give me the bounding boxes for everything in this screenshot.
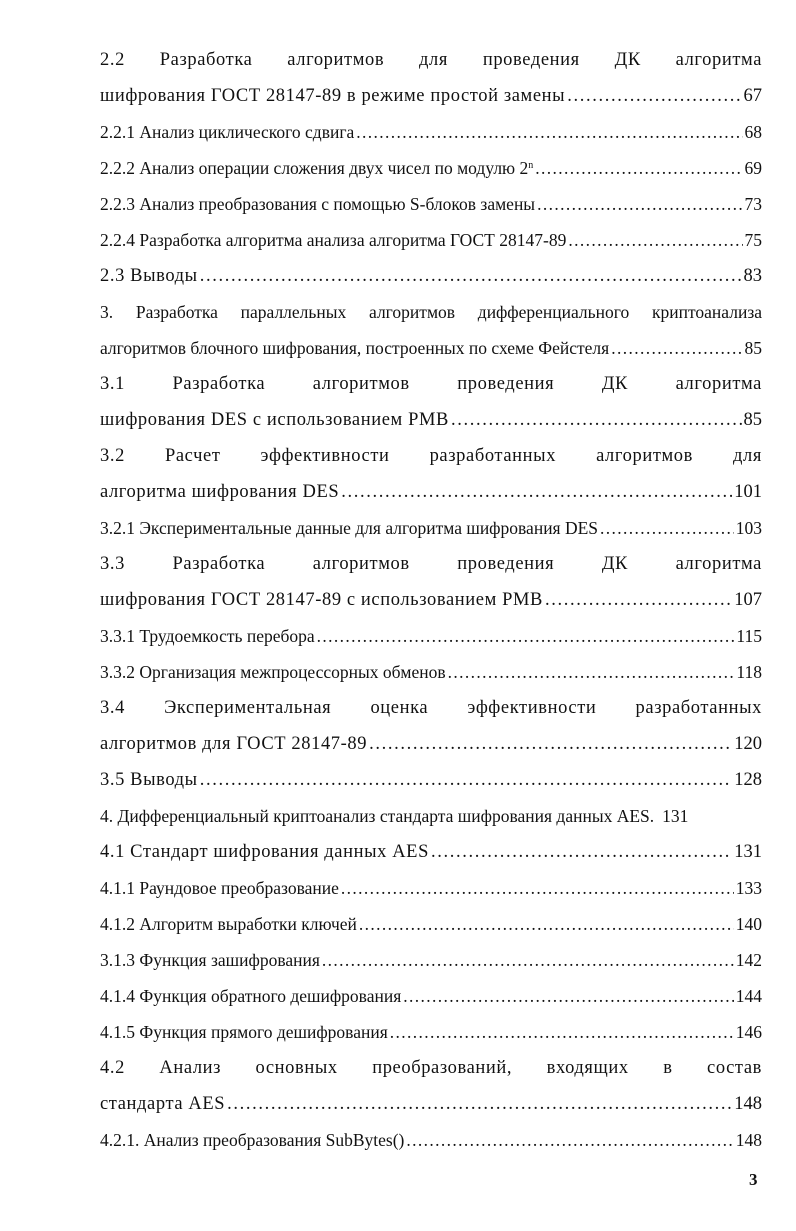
toc-entry [100,762,762,798]
toc-entry-page: 115 [736,626,762,646]
toc-entry-line: 3. Разработка параллельных алгоритмов дифференциального криптоанализа [100,302,762,322]
toc-entry-title [100,870,339,906]
dot-leader [451,402,742,438]
toc-entry-leader-line [100,798,762,834]
toc-entry-page: 120 [734,734,762,754]
dot-leader [390,1014,734,1050]
toc-entry [100,654,762,690]
table-of-contents [100,42,762,1158]
toc-entry [100,222,762,258]
toc-entry-title-text: 2.2.3 Анализ преобразования с помощью S-блоков замены [100,194,536,214]
toc-entry-line: 4.2 Анализ основных преобразований, входящих в состав [100,1058,762,1078]
toc-entry [100,834,762,870]
toc-entry-line: 3.1 Разработка алгоритмов проведения ДК алгоритма [100,374,762,394]
dot-leader [317,618,735,654]
toc-entry [100,150,762,186]
toc-entry-page: 146 [735,1022,762,1042]
toc-entry [100,870,762,906]
toc-entry-title-text: 4.1.1 Раундовое преобразование [100,878,339,898]
toc-entry-page: 101 [734,482,762,502]
toc-entry-page: 148 [735,1130,762,1150]
dot-leader [611,330,742,366]
toc-entry-leader-line [100,906,762,942]
dot-leader [448,654,735,690]
dot-leader [537,186,742,222]
toc-entry-leader-line [100,186,762,222]
toc-entry-title [100,150,533,186]
toc-entry [100,1122,762,1158]
toc-entry-leader-line [100,1086,762,1122]
toc-entry-title [100,1014,388,1050]
toc-entry-leader-line [100,582,762,618]
toc-entry-title [100,186,535,222]
toc-entry [100,690,762,762]
toc-entry-page: 69 [744,158,762,178]
toc-entry [100,1014,762,1050]
toc-entry [100,1050,762,1122]
toc-entry-title-text: 2.3 Выводы [100,266,198,286]
toc-entry-title [100,978,401,1014]
dot-leader [359,906,734,942]
toc-entry-title-text: 2.2.2 Анализ операции сложения двух чисел по модулю 2 [100,158,529,178]
toc-entry-title-text: стандарта AES [100,1094,226,1114]
toc-entry-title-text: 2.2.1 Анализ циклического сдвига [100,122,355,142]
toc-entry-title [100,654,446,690]
page-number: 3 [749,1170,758,1189]
toc-entry-title [100,618,315,654]
toc-entry-leader-line [100,978,762,1014]
dot-leader [406,1122,733,1158]
toc-entry [100,438,762,510]
toc-entry-title [100,258,198,294]
toc-entry-leader-line [100,114,762,150]
toc-entry-title [100,906,357,942]
toc-entry-page: 75 [744,230,762,250]
toc-entry-title [100,834,429,870]
toc-entry-title [100,330,609,366]
toc-entry-page: 131 [734,842,762,862]
toc-entry-page: 144 [735,986,762,1006]
toc-entry-title [100,222,566,258]
toc-entry-title-text: 3.1.3 Функция зашифрования [100,950,320,970]
toc-entry-leader-line [100,330,762,366]
toc-entry-page: 83 [743,266,762,286]
toc-entry-page: 140 [735,914,762,934]
toc-entry-line: 3.4 Экспериментальная оценка эффективности разработанных [100,698,762,718]
toc-entry-title-text: 4.2.1. Анализ преобразования SubBytes() [100,1130,405,1150]
toc-entry-leader-line [100,942,762,978]
toc-entry-title-text: 4.1.4 Функция обратного дешифрования [100,986,402,1006]
toc-entry-page: 118 [736,662,762,682]
toc-entry-page: 133 [735,878,762,898]
toc-entry-title-text: алгоритма шифрования DES [100,482,340,502]
toc-entry [100,618,762,654]
toc-entry-title [100,942,320,978]
dot-leader [545,582,732,618]
toc-entry-title-text: 4. Дифференциальный криптоанализ стандарта шифрования данных AES. [100,806,655,826]
toc-entry [100,294,762,366]
dot-leader [369,726,732,762]
toc-entry-leader-line [100,78,762,114]
toc-entry-leader-line [100,474,762,510]
toc-entry [100,546,762,618]
toc-entry-leader-line [100,834,762,870]
toc-entry [100,510,762,546]
toc-entry [100,186,762,222]
toc-entry-page: 103 [735,518,762,538]
toc-entry-title-text: 3.5 Выводы [100,770,198,790]
toc-entry-title [100,798,654,834]
toc-entry [100,978,762,1014]
toc-entry-page: 148 [734,1094,762,1114]
toc-entry-line: 3.2 Расчет эффективности разработанных алгоритмов для [100,446,762,466]
toc-entry-title [100,726,367,762]
toc-entry-leader-line [100,510,762,546]
toc-entry-title-text: алгоритмов блочного шифрования, построенных по схеме Фейстеля [100,338,610,358]
dot-leader [200,762,733,798]
toc-entry-title [100,582,543,618]
toc-entry [100,114,762,150]
toc-entry-leader-line [100,1122,762,1158]
toc-entry-leader-line [100,222,762,258]
toc-entry-title-text: шифрования ГОСТ 28147-89 с использованием PMB [100,590,543,610]
toc-entry-line: 2.2 Разработка алгоритмов для проведения ДК алгоритма [100,50,762,70]
toc-entry-leader-line [100,762,762,798]
toc-entry-title [100,762,198,798]
toc-entry-title-text: шифрования DES с использованием PMB [100,410,449,430]
toc-entry-title-text: 4.1.5 Функция прямого дешифрования [100,1022,388,1042]
dot-leader [341,474,732,510]
toc-entry-page: 107 [734,590,762,610]
toc-entry-title [100,474,339,510]
toc-entry [100,42,762,114]
toc-entry-title-text: 2.2.4 Разработка алгоритма анализа алгоритма ГОСТ 28147-89 [100,230,567,250]
toc-entry-title [100,402,449,438]
toc-entry-title [100,1122,404,1158]
toc-entry [100,942,762,978]
toc-entry-page: 73 [744,194,762,214]
toc-entry-title-text: 3.3.1 Трудоемкость перебора [100,626,315,646]
toc-entry-title-text: 3.2.1 Экспериментальные данные для алгоритма шифрования DES [100,518,599,538]
toc-entry-leader-line [100,618,762,654]
toc-entry-leader-line [100,1014,762,1050]
toc-entry-page: 85 [743,410,762,430]
dot-leader [322,942,734,978]
dot-leader [568,222,742,258]
toc-entry-title-text: 4.1 Стандарт шифрования данных AES [100,842,429,862]
toc-entry [100,798,762,834]
toc-entry-leader-line [100,870,762,906]
dot-leader [200,258,742,294]
toc-entry-page: 131 [662,806,689,826]
toc-entry-leader-line [100,150,762,186]
dot-leader [227,1086,732,1122]
toc-entry-title [100,78,565,114]
toc-entry-page: 142 [735,950,762,970]
toc-entry-leader-line [100,654,762,690]
toc-entry-title [100,510,598,546]
dot-leader [535,150,742,186]
toc-entry-line: 3.3 Разработка алгоритмов проведения ДК алгоритма [100,554,762,574]
toc-entry-title-text: 4.1.2 Алгоритм выработки ключей [100,914,357,934]
toc-entry-title [100,1086,225,1122]
toc-entry-title-text: шифрования ГОСТ 28147-89 в режиме простой замены [100,86,566,106]
toc-entry-leader-line [100,726,762,762]
toc-entry-leader-line [100,258,762,294]
toc-entry-title-text: алгоритмов для ГОСТ 28147-89 [100,734,368,754]
toc-entry-title-text: 3.3.2 Организация межпроцессорных обменов [100,662,446,682]
dot-leader [403,978,733,1014]
toc-entry-page: 85 [744,338,762,358]
dot-leader [600,510,734,546]
dot-leader [567,78,741,114]
toc-entry [100,258,762,294]
toc-entry-page: 67 [743,86,762,106]
dot-leader [341,870,734,906]
toc-entry-title [100,114,354,150]
dot-leader [356,114,742,150]
toc-entry-leader-line [100,402,762,438]
toc-entry-page: 128 [734,770,762,790]
toc-entry-page: 68 [744,122,762,142]
dot-leader [431,834,732,870]
toc-entry [100,366,762,438]
toc-entry-superscript: n [528,160,534,171]
toc-entry [100,906,762,942]
